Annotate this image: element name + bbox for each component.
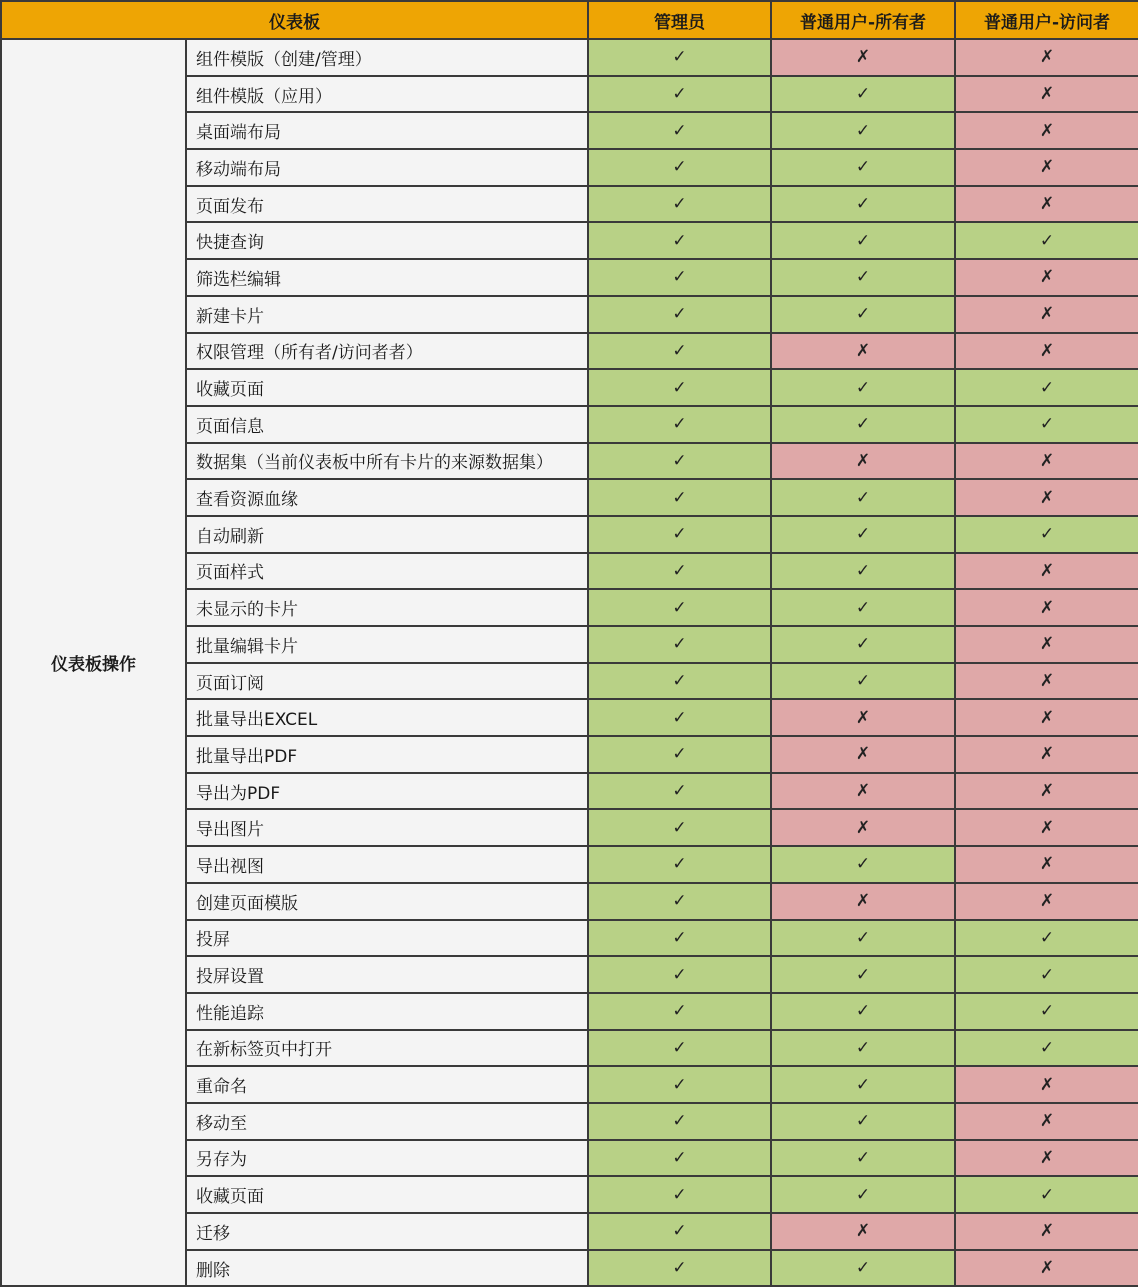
visitor-permission-check-icon: ✓ (955, 222, 1138, 259)
owner-permission-check-icon: ✓ (771, 846, 955, 883)
admin-permission-check-icon: ✓ (588, 1103, 771, 1140)
visitor-permission-cross-icon: ✗ (955, 186, 1138, 223)
row-label: 移动端布局 (186, 149, 588, 186)
admin-permission-check-icon: ✓ (588, 846, 771, 883)
row-label: 筛选栏编辑 (186, 259, 588, 296)
admin-permission-check-icon: ✓ (588, 333, 771, 370)
admin-permission-check-icon: ✓ (588, 222, 771, 259)
owner-permission-cross-icon: ✗ (771, 443, 955, 480)
owner-permission-check-icon: ✓ (771, 296, 955, 333)
admin-permission-check-icon: ✓ (588, 259, 771, 296)
visitor-permission-cross-icon: ✗ (955, 1140, 1138, 1177)
owner-permission-check-icon: ✓ (771, 553, 955, 590)
visitor-permission-check-icon: ✓ (955, 920, 1138, 957)
admin-permission-check-icon: ✓ (588, 1250, 771, 1287)
admin-permission-check-icon: ✓ (588, 699, 771, 736)
row-label: 组件模版（应用） (186, 76, 588, 113)
owner-permission-check-icon: ✓ (771, 1066, 955, 1103)
row-label: 导出图片 (186, 809, 588, 846)
visitor-permission-cross-icon: ✗ (955, 76, 1138, 113)
admin-permission-check-icon: ✓ (588, 1176, 771, 1213)
row-label: 创建页面模版 (186, 883, 588, 920)
visitor-permission-cross-icon: ✗ (955, 443, 1138, 480)
row-label: 性能追踪 (186, 993, 588, 1030)
owner-permission-check-icon: ✓ (771, 76, 955, 113)
row-label: 快捷查询 (186, 222, 588, 259)
admin-permission-check-icon: ✓ (588, 39, 771, 76)
row-label: 在新标签页中打开 (186, 1030, 588, 1067)
admin-permission-check-icon: ✓ (588, 296, 771, 333)
row-label: 页面样式 (186, 553, 588, 590)
owner-permission-check-icon: ✓ (771, 222, 955, 259)
owner-permission-check-icon: ✓ (771, 1176, 955, 1213)
visitor-permission-cross-icon: ✗ (955, 663, 1138, 700)
row-label: 投屏设置 (186, 956, 588, 993)
admin-permission-check-icon: ✓ (588, 993, 771, 1030)
visitor-permission-check-icon: ✓ (955, 956, 1138, 993)
row-label: 移动至 (186, 1103, 588, 1140)
row-label: 桌面端布局 (186, 112, 588, 149)
admin-permission-check-icon: ✓ (588, 736, 771, 773)
visitor-permission-cross-icon: ✗ (955, 112, 1138, 149)
row-label: 新建卡片 (186, 296, 588, 333)
owner-permission-cross-icon: ✗ (771, 1213, 955, 1250)
owner-permission-check-icon: ✓ (771, 406, 955, 443)
visitor-permission-cross-icon: ✗ (955, 846, 1138, 883)
owner-permission-check-icon: ✓ (771, 149, 955, 186)
row-label: 组件模版（创建/管理） (186, 39, 588, 76)
owner-permission-check-icon: ✓ (771, 920, 955, 957)
header-visitor: 普通用户-访问者 (955, 1, 1138, 39)
visitor-permission-check-icon: ✓ (955, 406, 1138, 443)
admin-permission-check-icon: ✓ (588, 920, 771, 957)
visitor-permission-cross-icon: ✗ (955, 333, 1138, 370)
visitor-permission-cross-icon: ✗ (955, 809, 1138, 846)
visitor-permission-cross-icon: ✗ (955, 1213, 1138, 1250)
owner-permission-check-icon: ✓ (771, 516, 955, 553)
owner-permission-cross-icon: ✗ (771, 809, 955, 846)
row-label: 页面信息 (186, 406, 588, 443)
admin-permission-check-icon: ✓ (588, 1213, 771, 1250)
row-label: 导出为PDF (186, 773, 588, 810)
admin-permission-check-icon: ✓ (588, 186, 771, 223)
row-label: 收藏页面 (186, 369, 588, 406)
header-row (1, 1, 1138, 39)
row-label: 导出视图 (186, 846, 588, 883)
owner-permission-cross-icon: ✗ (771, 736, 955, 773)
owner-permission-check-icon: ✓ (771, 956, 955, 993)
owner-permission-cross-icon: ✗ (771, 39, 955, 76)
admin-permission-check-icon: ✓ (588, 809, 771, 846)
owner-permission-cross-icon: ✗ (771, 333, 955, 370)
admin-permission-check-icon: ✓ (588, 883, 771, 920)
admin-permission-check-icon: ✓ (588, 773, 771, 810)
admin-permission-check-icon: ✓ (588, 956, 771, 993)
visitor-permission-check-icon: ✓ (955, 369, 1138, 406)
visitor-permission-check-icon: ✓ (955, 516, 1138, 553)
row-label: 另存为 (186, 1140, 588, 1177)
admin-permission-check-icon: ✓ (588, 1030, 771, 1067)
owner-permission-check-icon: ✓ (771, 479, 955, 516)
admin-permission-check-icon: ✓ (588, 663, 771, 700)
admin-permission-check-icon: ✓ (588, 1066, 771, 1103)
owner-permission-cross-icon: ✗ (771, 773, 955, 810)
visitor-permission-cross-icon: ✗ (955, 296, 1138, 333)
header-owner: 普通用户-所有者 (771, 1, 955, 39)
admin-permission-check-icon: ✓ (588, 516, 771, 553)
admin-permission-check-icon: ✓ (588, 149, 771, 186)
admin-permission-check-icon: ✓ (588, 369, 771, 406)
row-label: 收藏页面 (186, 1176, 588, 1213)
owner-permission-check-icon: ✓ (771, 112, 955, 149)
row-label: 投屏 (186, 920, 588, 957)
row-label: 页面发布 (186, 186, 588, 223)
row-label: 重命名 (186, 1066, 588, 1103)
visitor-permission-check-icon: ✓ (955, 993, 1138, 1030)
owner-permission-cross-icon: ✗ (771, 883, 955, 920)
visitor-permission-cross-icon: ✗ (955, 699, 1138, 736)
visitor-permission-cross-icon: ✗ (955, 589, 1138, 626)
admin-permission-check-icon: ✓ (588, 443, 771, 480)
row-label: 批量导出EXCEL (186, 699, 588, 736)
admin-permission-check-icon: ✓ (588, 479, 771, 516)
row-label: 数据集（当前仪表板中所有卡片的来源数据集） (186, 443, 588, 480)
admin-permission-check-icon: ✓ (588, 1140, 771, 1177)
row-label: 权限管理（所有者/访问者者） (186, 333, 588, 370)
table-body (1, 39, 1138, 1286)
visitor-permission-cross-icon: ✗ (955, 149, 1138, 186)
row-label: 页面订阅 (186, 663, 588, 700)
visitor-permission-cross-icon: ✗ (955, 626, 1138, 663)
visitor-permission-cross-icon: ✗ (955, 1250, 1138, 1287)
visitor-permission-check-icon: ✓ (955, 1030, 1138, 1067)
admin-permission-check-icon: ✓ (588, 76, 771, 113)
visitor-permission-cross-icon: ✗ (955, 773, 1138, 810)
table-row (1, 39, 1138, 76)
admin-permission-check-icon: ✓ (588, 626, 771, 663)
owner-permission-check-icon: ✓ (771, 663, 955, 700)
row-label: 未显示的卡片 (186, 589, 588, 626)
owner-permission-check-icon: ✓ (771, 259, 955, 296)
row-label: 迁移 (186, 1213, 588, 1250)
header-dashboard: 仪表板 (1, 1, 588, 39)
row-label: 批量编辑卡片 (186, 626, 588, 663)
admin-permission-check-icon: ✓ (588, 406, 771, 443)
visitor-permission-cross-icon: ✗ (955, 553, 1138, 590)
visitor-permission-cross-icon: ✗ (955, 1103, 1138, 1140)
owner-permission-check-icon: ✓ (771, 1103, 955, 1140)
visitor-permission-cross-icon: ✗ (955, 259, 1138, 296)
owner-permission-check-icon: ✓ (771, 186, 955, 223)
admin-permission-check-icon: ✓ (588, 112, 771, 149)
row-label: 批量导出PDF (186, 736, 588, 773)
header-admin: 管理员 (588, 1, 771, 39)
group-label: 仪表板操作 (1, 39, 186, 1286)
visitor-permission-cross-icon: ✗ (955, 1066, 1138, 1103)
owner-permission-check-icon: ✓ (771, 993, 955, 1030)
owner-permission-check-icon: ✓ (771, 1140, 955, 1177)
visitor-permission-check-icon: ✓ (955, 1176, 1138, 1213)
visitor-permission-cross-icon: ✗ (955, 883, 1138, 920)
row-label: 自动刷新 (186, 516, 588, 553)
owner-permission-check-icon: ✓ (771, 1250, 955, 1287)
owner-permission-check-icon: ✓ (771, 589, 955, 626)
owner-permission-cross-icon: ✗ (771, 699, 955, 736)
row-label: 查看资源血缘 (186, 479, 588, 516)
visitor-permission-cross-icon: ✗ (955, 479, 1138, 516)
row-label: 删除 (186, 1250, 588, 1287)
owner-permission-check-icon: ✓ (771, 1030, 955, 1067)
admin-permission-check-icon: ✓ (588, 553, 771, 590)
visitor-permission-cross-icon: ✗ (955, 736, 1138, 773)
visitor-permission-cross-icon: ✗ (955, 39, 1138, 76)
owner-permission-check-icon: ✓ (771, 626, 955, 663)
owner-permission-check-icon: ✓ (771, 369, 955, 406)
admin-permission-check-icon: ✓ (588, 589, 771, 626)
